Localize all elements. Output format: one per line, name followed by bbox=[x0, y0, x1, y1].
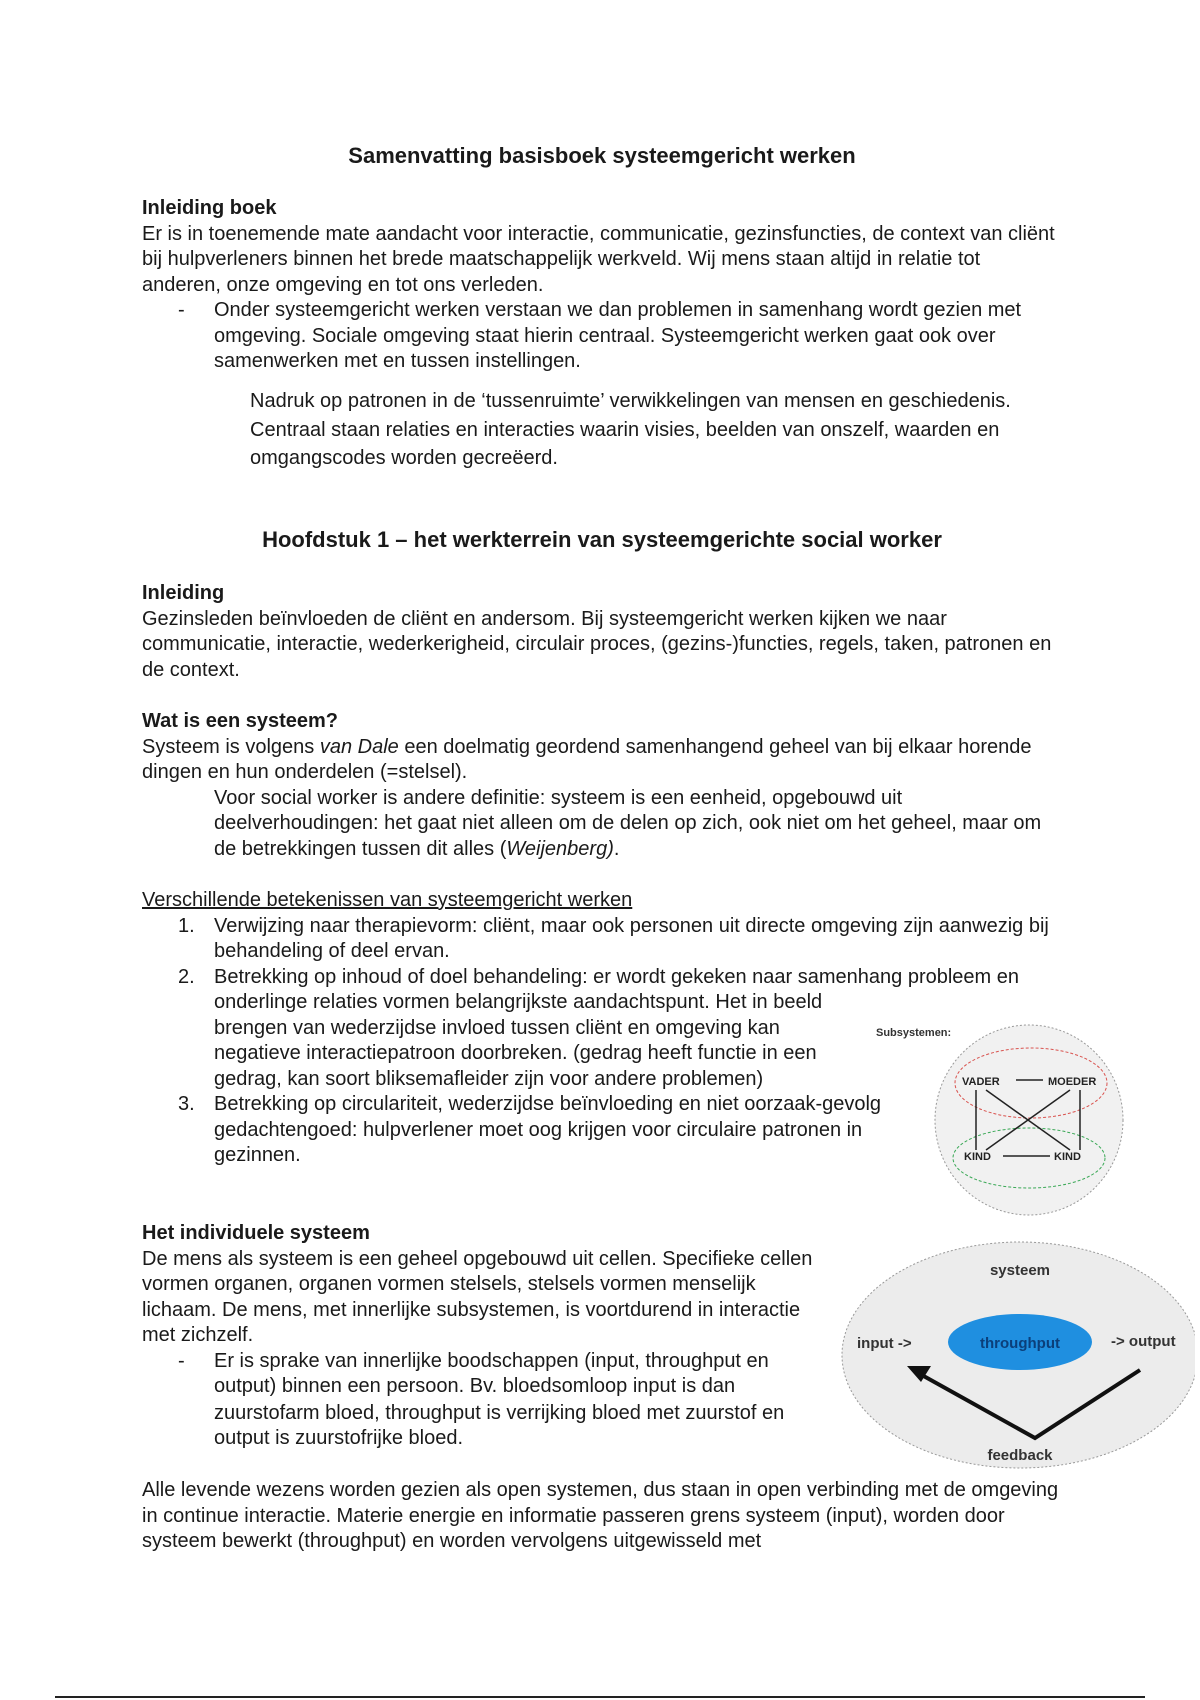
feedback-label: feedback bbox=[987, 1447, 1053, 1464]
systeem-heading: Wat is een systeem? bbox=[142, 710, 339, 732]
kind-left-node: KIND bbox=[964, 1151, 991, 1163]
open-systemen-paragraph: Alle levende wezens worden gezien als open systemen, dus staan in open verbinding met de omgeving in continue interactie. Materie energie en informatie passeren grens systeem (input), worden door systeem bewerkt (throughput) en worden vervolgens uitgewisseld met bbox=[142, 1479, 1059, 1552]
inleiding-text: Gezinsleden beïnvloeden de cliënt en andersom. Bij systeemgericht werken kijken we naar communicatie, interactie, wederkerigheid, circulair proces, (gezins-)functies, regels, taken, patronen en de context. bbox=[142, 607, 1052, 681]
document-title: Samenvatting basisboek systeemgericht werken bbox=[348, 143, 856, 168]
chapter-inleiding bbox=[142, 581, 1062, 683]
intro-heading: Inleiding boek bbox=[142, 197, 277, 219]
individueel-section bbox=[142, 1221, 832, 1452]
vader-node: VADER bbox=[962, 1076, 1000, 1088]
subsystems-diagram bbox=[868, 1018, 1128, 1218]
list-item: 2. Betrekking op inhoud of doel behandeling: er wordt gekeken naar samenhang probleem en onderlinge relaties vormen belangrijkste aandachtspunt. Het in beeld brengen van wederzijdse invloed tussen cliënt en omgeving kan negatieve interactiepatroon doorbreken. (gedrag heeft functie in een gedrag, kan soort bliksemafleider zijn voor andere problemen) bbox=[178, 965, 1019, 1090]
intro-bullet-text: Onder systeemgericht werken verstaan we dan problemen in samenhang wordt gezien met omgeving. Sociale omgeving staat hierin centraal. Systeemgericht werken gaat ook over samenwerken met en tussen instellingen. bbox=[214, 299, 1022, 372]
individueel-bullet: - Er is sprake van innerlijke boodschappen (input, throughput en output) binnen een persoon. Bv. bloedsomloop input is dan zuurstofarm bloed, throughput is verrijking bloed met zuurstof en output is zuurstofrijke bloed. bbox=[178, 1349, 785, 1449]
systeem-bullet: Voor social worker is andere definitie: systeem is een eenheid, opgebouwd uit deelverhoudingen: het gaat niet alleen om de delen op zich, ook niet om het geheel, maar om de betrekkingen tussen dit alles (Weijenberg). bbox=[214, 786, 1042, 860]
throughput-label: throughput bbox=[980, 1335, 1060, 1352]
dash-marker: - bbox=[178, 299, 185, 321]
list-item: 3. Betrekking op circulariteit, wederzijdse beïnvloeding en niet oorzaak-gevolg gedachtengoed: hulpverlener moet oog krijgen voor circulaire patronen in gezinnen. bbox=[178, 1093, 882, 1166]
intro-section bbox=[142, 196, 1062, 472]
system-diagram bbox=[835, 1240, 1195, 1470]
output-label: -> output bbox=[1111, 1333, 1176, 1350]
intro-bullet bbox=[142, 298, 1062, 375]
systeem-text: Systeem is volgens van Dale een doelmatig geordend samenhangend geheel van bij elkaar horende dingen en hun onderdelen (=stelsel). bbox=[142, 735, 1032, 783]
list-item: 1. Verwijzing naar therapievorm: cliënt, maar ook personen uit directe omgeving zijn aanwezig bij behandeling of deel ervan. bbox=[178, 914, 1049, 962]
betekenissen-heading: Verschillende betekenissen van systeemgericht werken bbox=[142, 889, 633, 911]
subsystems-label: Subsystemen: bbox=[876, 1027, 952, 1039]
page-bottom-rule bbox=[55, 1696, 1145, 1698]
intro-paragraph: Er is in toenemende mate aandacht voor interactie, communicatie, gezinsfuncties, de context van cliënt bij hulpverleners binnen het brede maatschappelijk werkveld. Wij mens staan altijd in relatie tot anderen, onze omgeving en tot ons verleden. bbox=[142, 222, 1055, 296]
individueel-text: De mens als systeem is een geheel opgebouwd uit cellen. Specifieke cellen vormen organen, organen vormen stelsels, stelsels vormen menselijk lichaam. De mens, met innerlijke subsystemen, is voortdurend in interactie met zichzelf. bbox=[142, 1247, 813, 1346]
individueel-heading: Het individuele systeem bbox=[142, 1222, 370, 1244]
inleiding-heading: Inleiding bbox=[142, 582, 225, 604]
intro-sub-text-2: verwikkelingen van mensen en geschiedenis. Centraal staan relaties en interacties waarin visies, beelden van onszelf, waarden en omgangscodes worden gecreëerd. bbox=[250, 389, 1011, 469]
kind-right-node: KIND bbox=[1054, 1151, 1081, 1163]
systeem-section bbox=[142, 709, 1062, 862]
intro-sub-bullet bbox=[142, 387, 1062, 472]
intro-sub-text-1: Nadruk op patronen in de ‘tussenruimte’ bbox=[250, 389, 604, 412]
input-label: input -> bbox=[857, 1335, 912, 1352]
systeem-label: systeem bbox=[989, 1262, 1051, 1279]
moeder-node: MOEDER bbox=[1048, 1076, 1097, 1088]
chapter-title: Hoofdstuk 1 – het werkterrein van systeemgerichte social worker bbox=[262, 527, 942, 552]
